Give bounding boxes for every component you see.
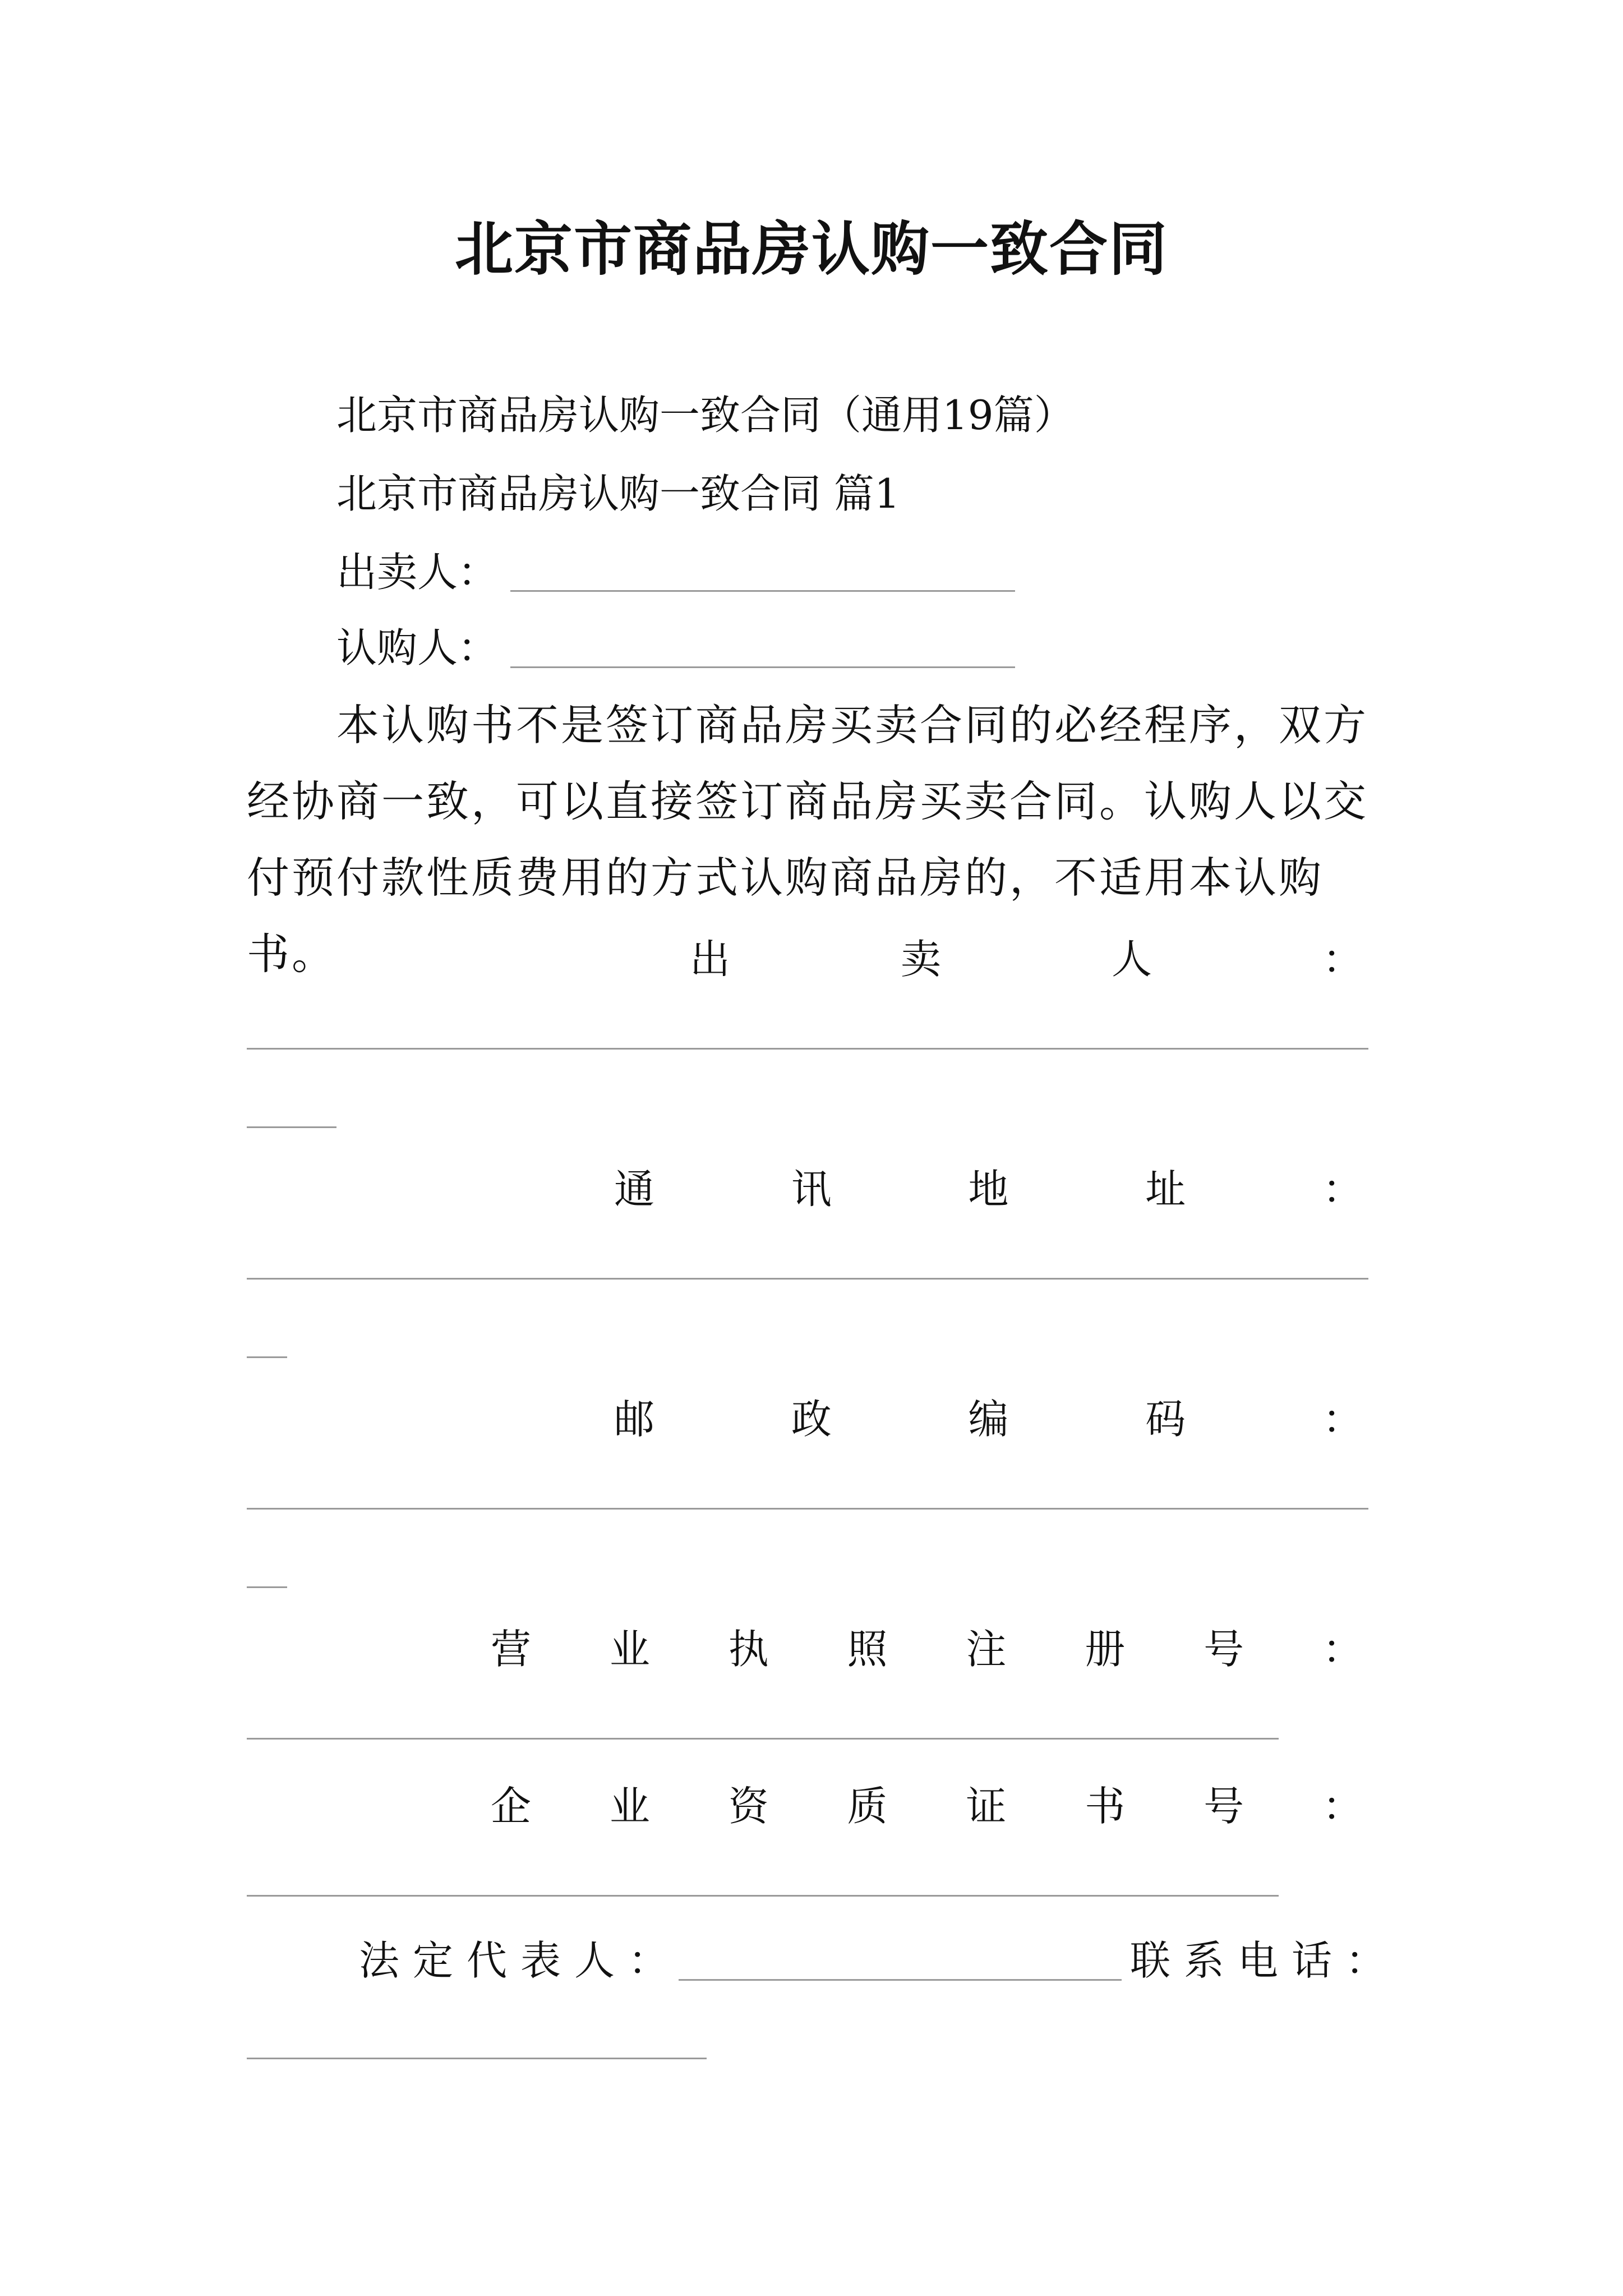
buyer-label: 认购人： xyxy=(336,624,499,671)
business-license-label xyxy=(491,1621,1363,1677)
colon: ： xyxy=(1322,1396,1363,1443)
address-blank[interactable] xyxy=(247,1278,1368,1280)
colon: ： xyxy=(1322,936,1363,983)
address-char: 址 xyxy=(1145,1166,1186,1213)
seller-block-blank-tail[interactable] xyxy=(247,1126,336,1128)
license-char: 营 xyxy=(491,1626,532,1673)
qualification-char: 质 xyxy=(847,1783,888,1830)
seller-char: 卖 xyxy=(900,936,941,983)
heading-line: 北京市商品房认购一致合同（通用19篇） xyxy=(336,392,1075,439)
document-title: 北京市商品房认购一致合同 xyxy=(454,214,1168,283)
license-char: 号 xyxy=(1204,1626,1244,1673)
business-license-blank[interactable] xyxy=(247,1738,1279,1740)
buyer-blank[interactable] xyxy=(510,666,1015,668)
notice-paragraph: 本认购书不是签订商品房买卖合同的必经程序，双方经协商一致，可以直接签订商品房买卖合同。认购人以交付预付款性质费用的方式认购商品房的，不适用本认购书。 xyxy=(247,700,1368,979)
seller-char: 人 xyxy=(1111,936,1152,983)
qualification-char: 业 xyxy=(609,1783,650,1830)
postal-code-blank[interactable] xyxy=(247,1508,1368,1510)
seller-blank[interactable] xyxy=(510,590,1015,592)
seller-label: 出卖人： xyxy=(336,549,499,596)
license-char: 册 xyxy=(1085,1626,1126,1673)
license-char: 照 xyxy=(847,1626,888,1673)
legal-rep-blank[interactable] xyxy=(679,1979,1122,1981)
qualification-char: 书 xyxy=(1085,1783,1126,1830)
postal-code-label xyxy=(614,1391,1363,1447)
postal-code-blank-tail[interactable] xyxy=(247,1586,287,1588)
colon: ： xyxy=(1322,1783,1363,1830)
license-char: 注 xyxy=(966,1626,1007,1673)
qualification-blank[interactable] xyxy=(247,1895,1279,1897)
address-blank-tail[interactable] xyxy=(247,1356,287,1358)
seller-char: 出 xyxy=(690,936,731,983)
phone-label: 联系电话： xyxy=(1130,1937,1400,1984)
qualification-char: 企 xyxy=(491,1783,532,1830)
postal-char: 政 xyxy=(791,1396,832,1443)
address-char: 讯 xyxy=(791,1166,832,1213)
seller-block-blank[interactable] xyxy=(247,1048,1368,1050)
legal-rep-label: 法定代表人： xyxy=(359,1937,683,1984)
license-char: 业 xyxy=(609,1626,650,1673)
postal-char: 邮 xyxy=(614,1396,655,1443)
postal-char: 码 xyxy=(1145,1396,1186,1443)
address-char: 地 xyxy=(968,1166,1009,1213)
qualification-label xyxy=(491,1778,1363,1834)
colon: ： xyxy=(1322,1626,1363,1673)
qualification-char: 资 xyxy=(728,1783,769,1830)
seller-block-label xyxy=(690,931,1363,987)
license-char: 执 xyxy=(728,1626,769,1673)
colon: ： xyxy=(1322,1166,1363,1213)
address-char: 通 xyxy=(614,1166,655,1213)
qualification-char: 号 xyxy=(1204,1783,1244,1830)
qualification-char: 证 xyxy=(966,1783,1007,1830)
phone-blank[interactable] xyxy=(247,2058,707,2059)
postal-char: 编 xyxy=(968,1396,1009,1443)
address-label xyxy=(614,1161,1363,1217)
section-line: 北京市商品房认购一致合同 篇1 xyxy=(336,470,900,517)
